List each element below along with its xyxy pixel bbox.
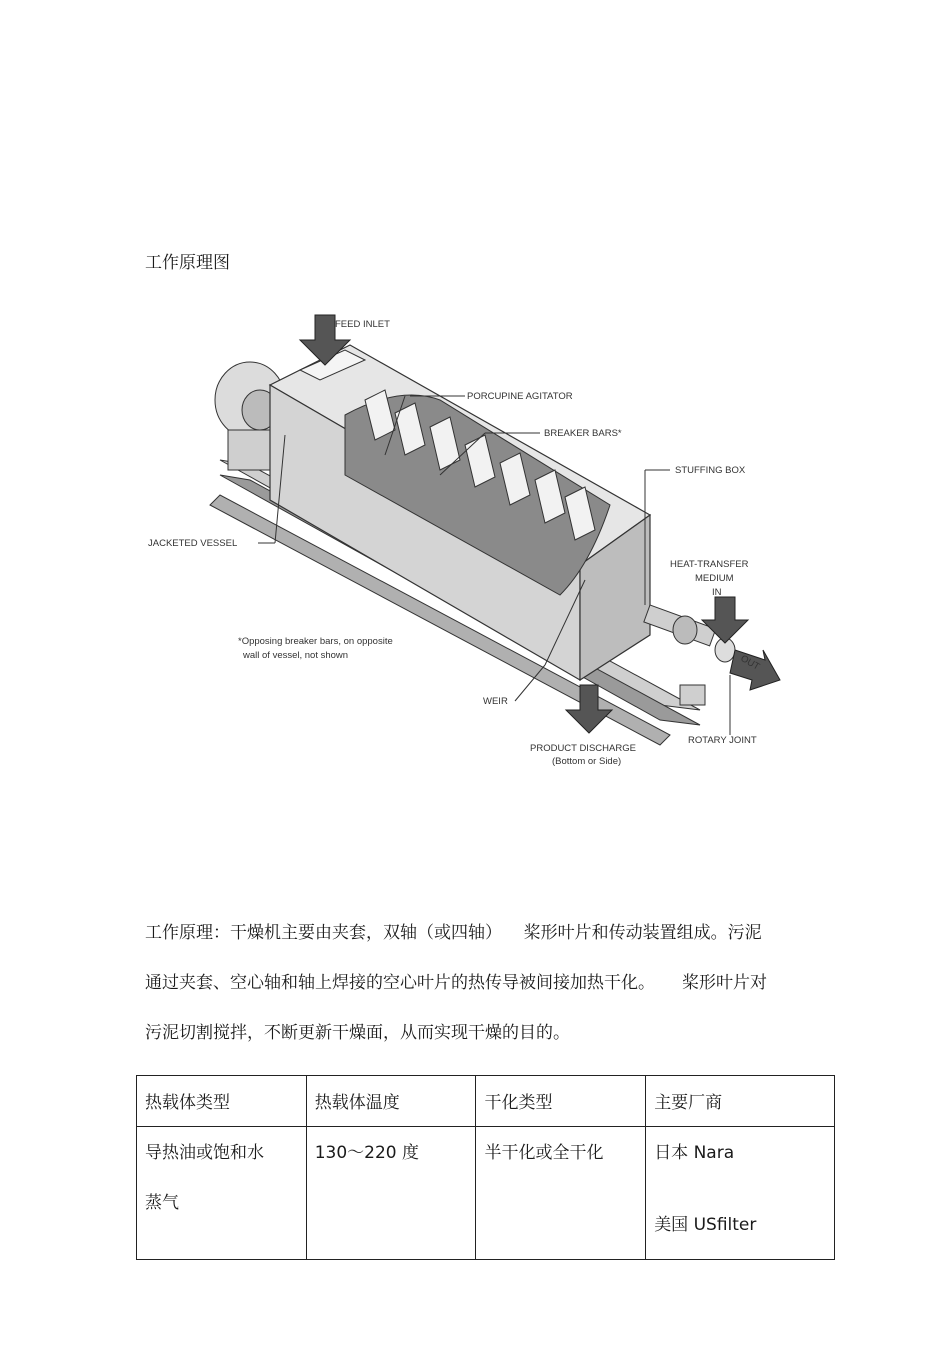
note-line-2: wall of vessel, not shown xyxy=(243,650,349,661)
paragraph-line: 污泥切割搅拌，不断更新干燥面，从而实现干燥的目的。 xyxy=(145,1023,570,1043)
label-jacketed-vessel: JACKETED VESSEL xyxy=(148,538,238,549)
temperature-cell xyxy=(306,1127,476,1260)
label-heat-transfer-3: IN xyxy=(712,587,722,598)
header-cell: 热载体类型 xyxy=(137,1076,307,1127)
label-product-discharge-2: (Bottom or Side) xyxy=(552,756,622,767)
table-row xyxy=(137,1127,835,1260)
paragraph-line: 工作原理：干燥机主要由夹套，双轴（或四轴） 桨形叶片和传动装置组成。污泥 xyxy=(145,923,762,943)
cell-line: 蒸气 xyxy=(145,1193,179,1213)
label-rotary-joint: ROTARY JOINT xyxy=(688,735,757,746)
manufacturer-cell xyxy=(646,1127,835,1260)
label-heat-transfer-2: MEDIUM xyxy=(695,573,734,584)
label-heat-transfer-1: HEAT-TRANSFER xyxy=(670,559,749,570)
dryer-diagram-svg xyxy=(140,305,790,775)
cell-line: 半干化或全干化 xyxy=(484,1143,604,1163)
label-breaker-bars: BREAKER BARS* xyxy=(544,428,622,439)
dryer-diagram xyxy=(140,305,790,775)
principle-paragraph xyxy=(145,908,815,1058)
label-product-discharge-1: PRODUCT DISCHARGE xyxy=(530,743,636,754)
spec-table xyxy=(136,1075,835,1260)
note-line-1: *Opposing breaker bars, on opposite xyxy=(238,636,393,647)
label-weir: WEIR xyxy=(483,696,508,707)
table-header-row xyxy=(137,1076,835,1127)
cell-line: 日本 Nara xyxy=(654,1143,735,1163)
drying-type-cell xyxy=(476,1127,646,1260)
cell-line: 导热油或饱和水 xyxy=(145,1143,264,1163)
carrier-type-cell xyxy=(137,1127,307,1260)
paragraph-line: 通过夹套、空心轴和轴上焊接的空心叶片的热传导被间接加热干化。 桨形叶片对 xyxy=(145,973,768,993)
header-cell: 主要厂商 xyxy=(646,1076,835,1127)
cell-line: 美国 USfilter xyxy=(654,1215,757,1235)
header-cell: 干化类型 xyxy=(476,1076,646,1127)
header-cell: 热载体温度 xyxy=(306,1076,476,1127)
label-porcupine-agitator: PORCUPINE AGITATOR xyxy=(467,391,573,402)
label-stuffing-box: STUFFING BOX xyxy=(675,465,746,476)
label-feed-inlet: FEED INLET xyxy=(335,319,390,330)
section-title: 工作原理图 xyxy=(145,253,230,273)
cell-line: 130～220 度 xyxy=(314,1143,420,1163)
label-out: OUT xyxy=(738,653,762,673)
